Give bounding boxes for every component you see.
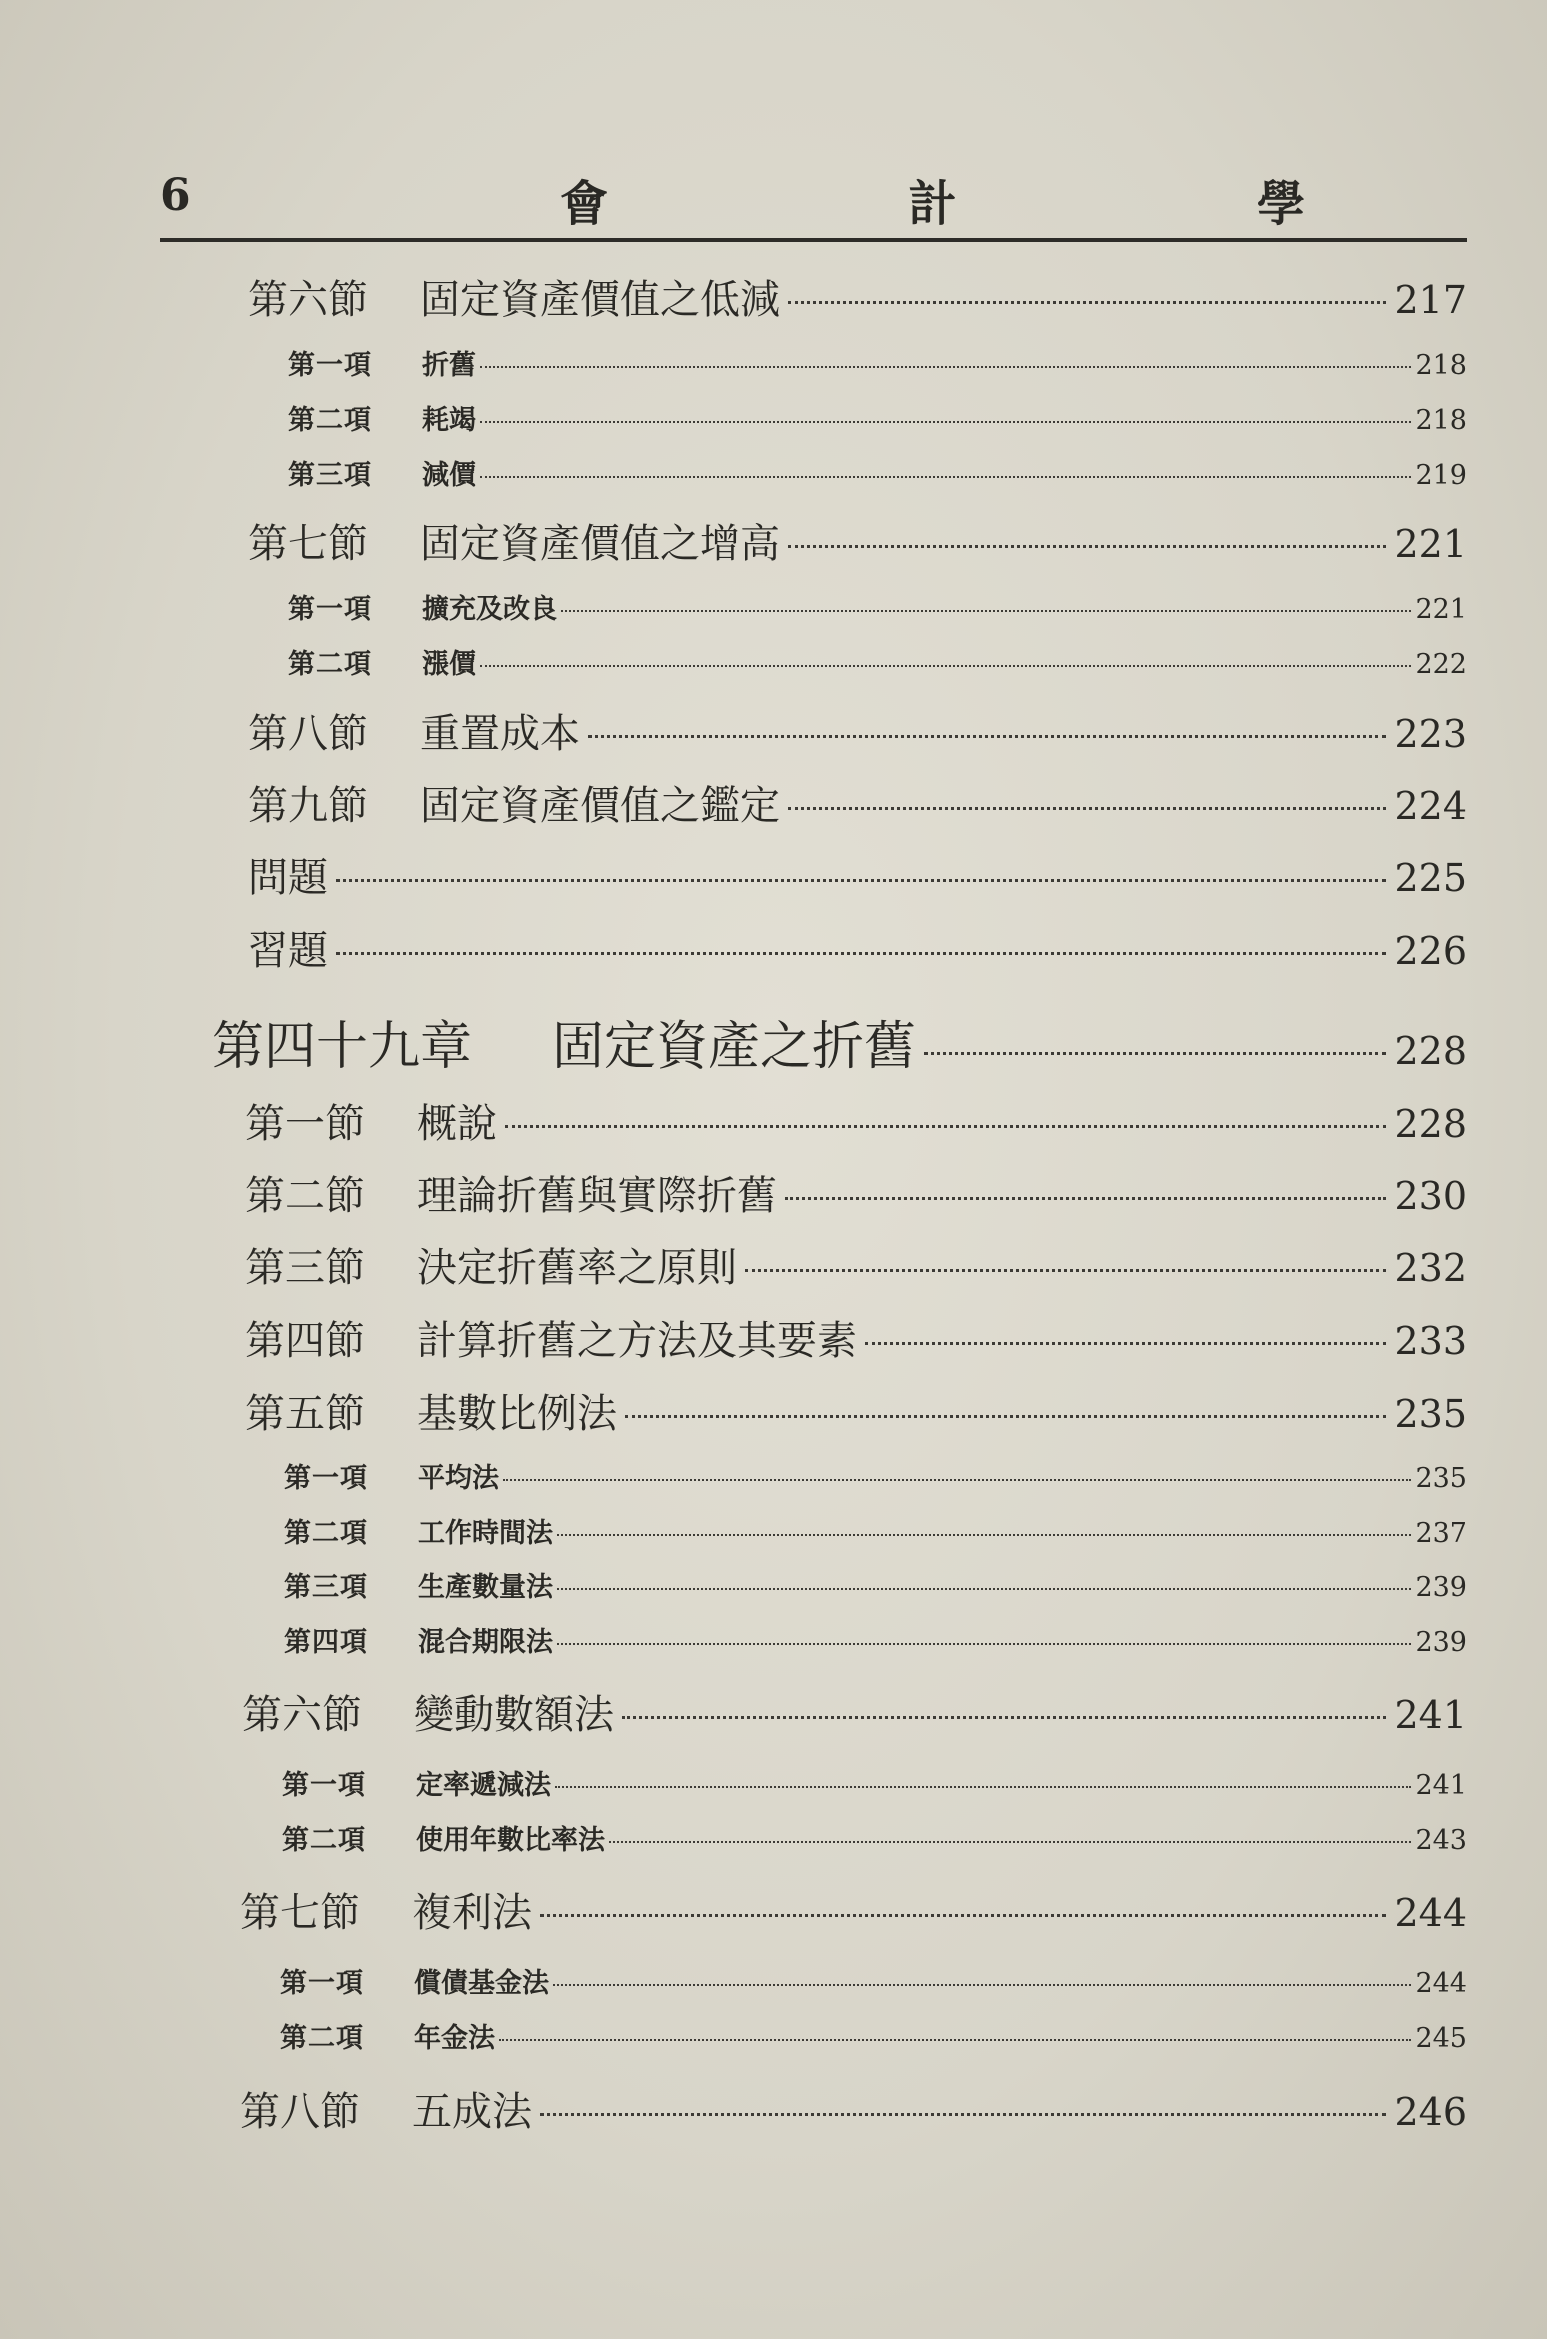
toc-title: 理論折舊與實際折舊 — [417, 1173, 777, 1219]
toc-label: 第五節 — [245, 1391, 365, 1437]
dot-leader — [745, 1269, 1386, 1272]
toc-title: 重置成本 — [420, 711, 580, 757]
toc-label: 第三節 — [245, 1245, 365, 1291]
toc-title: 年金法 — [414, 2023, 495, 2054]
toc-title: 混合期限法 — [418, 1627, 553, 1658]
toc-page: 239 — [1415, 1572, 1467, 1603]
toc-chapter-entry[interactable] — [212, 1004, 1467, 1079]
toc-title: 償債基金法 — [414, 1968, 549, 1999]
page-header — [160, 165, 1467, 235]
dot-leader — [480, 366, 1411, 368]
dot-leader — [480, 421, 1411, 423]
toc-page: 241 — [1394, 1693, 1467, 1737]
dot-leader — [503, 1479, 1411, 1481]
toc-page: 244 — [1415, 1968, 1467, 1999]
book-title — [560, 165, 1307, 234]
toc-title: 五成法 — [412, 2089, 532, 2135]
toc-title: 漲價 — [422, 649, 476, 680]
toc-page: 217 — [1394, 278, 1467, 322]
toc-label: 第三項 — [288, 460, 372, 491]
book-title-char: 學 — [1256, 176, 1307, 232]
dot-leader — [480, 665, 1411, 667]
dot-leader — [555, 1786, 1411, 1788]
toc-label: 第一項 — [282, 1770, 366, 1801]
dot-leader — [788, 545, 1386, 548]
toc-title: 生產數量法 — [418, 1572, 553, 1603]
toc-label: 第七節 — [240, 1890, 360, 1936]
toc-title: 固定資產價值之增高 — [420, 521, 780, 567]
toc-label: 第二項 — [282, 1825, 366, 1856]
toc-label: 第二項 — [284, 1518, 368, 1549]
toc-title: 變動數額法 — [414, 1692, 614, 1738]
dot-leader — [625, 1415, 1386, 1418]
toc-title: 使用年數比率法 — [416, 1825, 605, 1856]
toc-section-entry[interactable] — [242, 1683, 1467, 1740]
dot-leader — [553, 1984, 1411, 1986]
toc-page: 230 — [1394, 1174, 1467, 1218]
toc-page: 241 — [1415, 1770, 1467, 1801]
toc-page: 245 — [1415, 2023, 1467, 2054]
toc-item-entry[interactable] — [288, 398, 1467, 437]
toc-page: 246 — [1394, 2090, 1467, 2134]
toc-title: 耗竭 — [422, 405, 476, 436]
page-number: 6 — [160, 170, 191, 221]
toc-section-entry[interactable] — [248, 268, 1467, 325]
toc-page: 235 — [1394, 1392, 1467, 1436]
toc-misc-entry[interactable] — [248, 846, 1467, 903]
toc-title: 概說 — [417, 1101, 497, 1147]
toc-section-entry[interactable] — [240, 1881, 1467, 1938]
toc-title: 擴充及改良 — [422, 594, 557, 625]
dot-leader — [480, 476, 1411, 478]
toc-label: 第二節 — [245, 1173, 365, 1219]
toc-label: 第一項 — [280, 1968, 364, 1999]
toc-label: 第八節 — [240, 2089, 360, 2135]
book-title-char: 計 — [908, 176, 959, 232]
toc-item-entry[interactable] — [284, 1456, 1467, 1495]
toc-page: 218 — [1415, 350, 1467, 381]
toc-page: 224 — [1394, 784, 1467, 828]
toc-page: 226 — [1394, 929, 1467, 973]
toc-title: 固定資產價值之低減 — [420, 277, 780, 323]
toc-title: 基數比例法 — [417, 1391, 617, 1437]
dot-leader — [865, 1342, 1386, 1345]
toc-page: 233 — [1394, 1319, 1467, 1363]
toc-title: 問題 — [248, 855, 328, 901]
dot-leader — [588, 735, 1386, 738]
toc-item-entry[interactable] — [288, 642, 1467, 681]
toc-page: 228 — [1394, 1102, 1467, 1146]
toc-label: 第一項 — [288, 594, 372, 625]
dot-leader — [788, 807, 1386, 810]
dot-leader — [924, 1052, 1386, 1055]
dot-leader — [622, 1716, 1386, 1719]
toc-misc-entry[interactable] — [248, 919, 1467, 976]
toc-label: 第四節 — [245, 1318, 365, 1364]
toc-page: 232 — [1394, 1246, 1467, 1290]
toc-section-entry[interactable] — [248, 702, 1467, 759]
toc-section-entry[interactable] — [245, 1164, 1467, 1221]
toc-item-entry[interactable] — [284, 1511, 1467, 1550]
toc-title: 定率遞減法 — [416, 1770, 551, 1801]
toc-page: 218 — [1415, 405, 1467, 436]
toc-page: 228 — [1394, 1029, 1467, 1073]
dot-leader — [505, 1125, 1386, 1128]
toc-label: 第六節 — [248, 277, 368, 323]
toc-title: 習題 — [248, 928, 328, 974]
dot-leader — [609, 1841, 1411, 1843]
toc-item-entry[interactable] — [280, 2016, 1467, 2055]
toc-page: 235 — [1415, 1463, 1467, 1494]
toc-page: 221 — [1394, 522, 1467, 566]
toc-section-entry[interactable] — [245, 1092, 1467, 1149]
toc-label: 第一節 — [245, 1101, 365, 1147]
toc-item-entry[interactable] — [280, 1961, 1467, 2000]
toc-title: 折舊 — [422, 350, 476, 381]
dot-leader — [788, 301, 1386, 304]
toc-label: 第八節 — [248, 711, 368, 757]
toc-title: 固定資產之折舊 — [552, 1017, 917, 1077]
dot-leader — [540, 1914, 1386, 1917]
toc-page: 223 — [1394, 712, 1467, 756]
toc-item-entry[interactable] — [284, 1620, 1467, 1659]
toc-label: 第六節 — [242, 1692, 362, 1738]
toc-label: 第四項 — [284, 1627, 368, 1658]
toc-item-entry[interactable] — [284, 1565, 1467, 1604]
toc-page: 244 — [1394, 1891, 1467, 1935]
toc-page: 243 — [1415, 1825, 1467, 1856]
header-rule — [160, 238, 1467, 242]
toc-label: 第二項 — [288, 649, 372, 680]
toc-title: 平均法 — [418, 1463, 499, 1494]
dot-leader — [561, 610, 1411, 612]
toc-title: 固定資產價值之鑑定 — [420, 783, 780, 829]
toc-page: 221 — [1415, 594, 1467, 625]
toc-section-entry[interactable] — [245, 1309, 1467, 1366]
toc-label: 第一項 — [284, 1463, 368, 1494]
dot-leader — [557, 1643, 1411, 1645]
toc-title: 工作時間法 — [418, 1518, 553, 1549]
toc-label: 第九節 — [248, 783, 368, 829]
dot-leader — [336, 879, 1386, 882]
toc-title: 決定折舊率之原則 — [417, 1245, 737, 1291]
toc-section-entry[interactable] — [240, 2080, 1467, 2137]
toc-section-entry[interactable] — [245, 1236, 1467, 1293]
toc-page: 239 — [1415, 1627, 1467, 1658]
toc-label: 第三項 — [284, 1572, 368, 1603]
toc-label: 第一項 — [288, 350, 372, 381]
toc-item-entry[interactable] — [282, 1763, 1467, 1802]
toc-label: 第二項 — [288, 405, 372, 436]
toc-title: 減價 — [422, 460, 476, 491]
book-title-char: 會 — [560, 176, 611, 232]
dot-leader — [336, 952, 1386, 955]
toc-page: 219 — [1415, 460, 1467, 491]
toc-item-entry[interactable] — [288, 343, 1467, 382]
toc-title: 計算折舊之方法及其要素 — [417, 1318, 857, 1364]
toc-item-entry[interactable] — [288, 587, 1467, 626]
dot-leader — [540, 2113, 1386, 2116]
toc-item-entry[interactable] — [288, 453, 1467, 492]
toc-page: 225 — [1394, 856, 1467, 900]
toc-item-entry[interactable] — [282, 1818, 1467, 1857]
toc-label: 第二項 — [280, 2023, 364, 2054]
toc-section-entry[interactable] — [248, 512, 1467, 569]
dot-leader — [499, 2039, 1411, 2041]
toc-label: 第七節 — [248, 521, 368, 567]
dot-leader — [557, 1588, 1411, 1590]
toc-title: 複利法 — [412, 1890, 532, 1936]
toc-section-entry[interactable] — [248, 774, 1467, 831]
dot-leader — [557, 1534, 1411, 1536]
toc-page: 222 — [1415, 649, 1467, 680]
dot-leader — [785, 1197, 1386, 1200]
toc-label: 第四十九章 — [212, 1017, 473, 1077]
toc-section-entry[interactable] — [245, 1382, 1467, 1439]
toc-page: 237 — [1415, 1518, 1467, 1549]
